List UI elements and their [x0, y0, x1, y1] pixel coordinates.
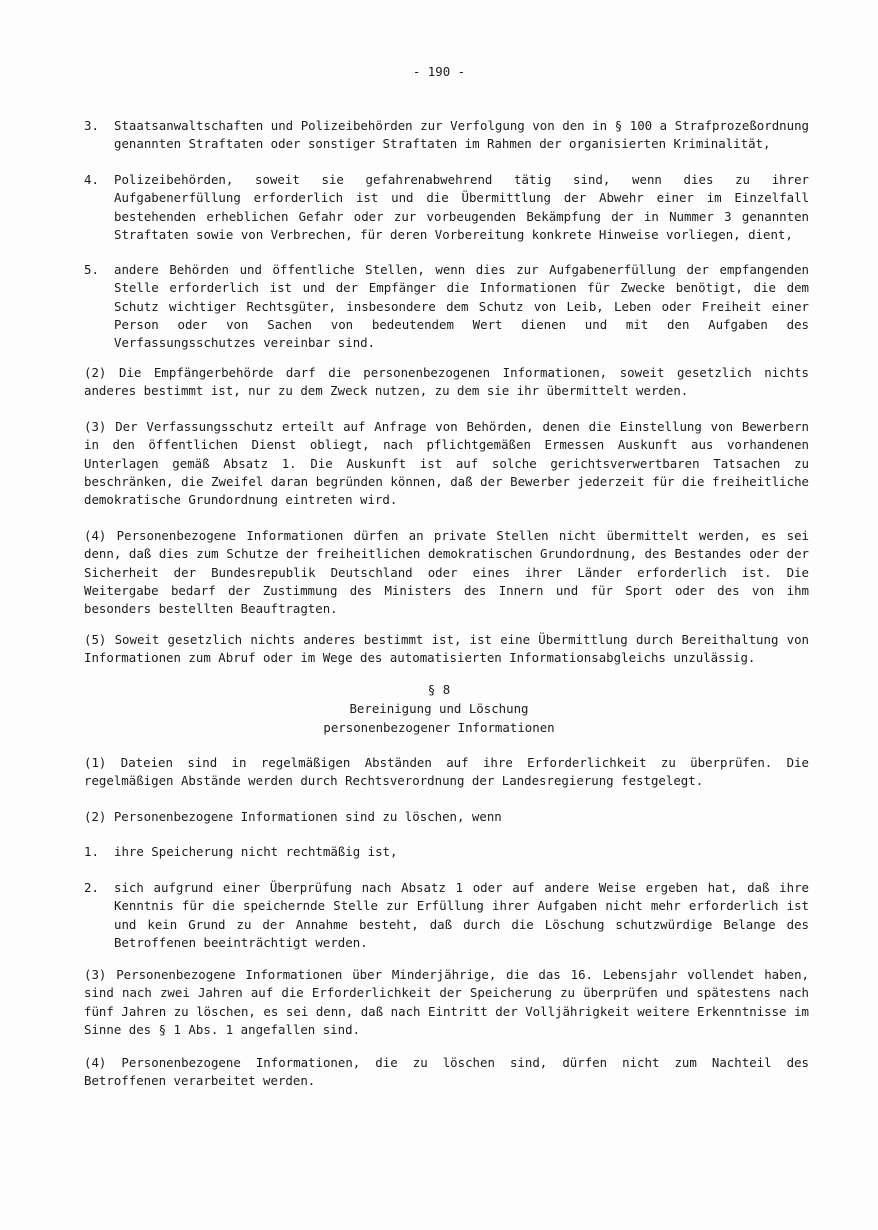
list-item-number: 2. [84, 880, 99, 895]
page-number: - 190 - [412, 64, 466, 79]
list-item [84, 261, 809, 352]
list-item-number: 3. [84, 118, 99, 133]
list-item-number: 5. [84, 262, 99, 277]
list-item-text: sich aufgrund einer Überprüfung nach Absatz 1 oder auf andere Weise ergeben hat, daß ihre Kenntnis für die speichernde Stelle zur Erfüllung ihrer Aufgaben nicht mehr erforderlich ist und kein Grund zu der Annahme besteht, daß durch die Löschung schutzwürdige Belange des Betroffenen beeinträchtigt werden. [114, 880, 809, 950]
list-item [84, 171, 809, 244]
paragraph: (2) Personenbezogene Informationen sind zu löschen, wenn [84, 809, 502, 824]
list-item-text: andere Behörden und öffentliche Stellen, wenn dies zur Aufgabenerfüllung der empfangenden Stelle erforderlich ist und der Empfänger die Informationen für Zwecke benötigt, die dem Schutz wichtiger Rechtsgüter, insbesondere dem Schutz von Leib, Leben oder Freiheit einer Person oder von Sachen von bedeutendem Wert dienen und mit den Aufgaben des Verfassungsschutzes vereinbar sind. [114, 262, 809, 351]
list-item [84, 879, 809, 952]
paragraph: (1) Dateien sind in regelmäßigen Abständen auf ihre Erforderlichkeit zu überprüfen. Die regelmäßigen Abstände werden durch Rechtsverordnung der Landesregierung festgelegt. [84, 755, 809, 789]
paragraph: (4) Personenbezogene Informationen, die zu löschen sind, dürfen nicht zum Nachteil des Betroffenen verarbeitet werden. [84, 1055, 809, 1089]
list-item [84, 117, 809, 154]
list-item [84, 843, 809, 861]
paragraph: (2) Die Empfängerbehörde darf die personenbezogenen Informationen, soweit gesetzlich nichts anderes bestimmt ist, nur zu dem Zweck nutzen, zu dem sie ihr übermittelt werden. [84, 365, 809, 399]
section-number: § 8 [427, 682, 451, 697]
paragraph: (3) Personenbezogene Informationen über Minderjährige, die das 16. Lebensjahr vollendet haben, sind nach zwei Jahren auf die Erforderlichkeit der Speicherung zu überprüfen und spätestens nach fünf Jahren zu löschen, es sei denn, daß nach Eintritt der Volljährigkeit weitere Erkenntnisse im Sinne des § 1 Abs. 1 angefallen sind. [84, 967, 809, 1037]
list-item-number: 4. [84, 172, 99, 187]
list-item-text: ihre Speicherung nicht rechtmäßig ist, [114, 844, 398, 859]
paragraph: (4) Personenbezogene Informationen dürfen an private Stellen nicht übermittelt werden, es sei denn, daß dies zum Schutze der freiheitlichen demokratischen Grundordnung, des Bestandes oder der Sicherheit der Bundesrepublik Deutschland oder eines ihrer Länder erforderlich ist. Die Weitergabe bedarf der Zustimmung des Ministers des Innern und für Sport oder des von ihm besonders bestellten Beauftragten. [84, 528, 809, 617]
paragraph: (3) Der Verfassungsschutz erteilt auf Anfrage von Behörden, denen die Einstellung von Bewerbern in den öffentlichen Dienst obliegt, nach pflichtgemäßen Ermessen Auskunft aus vorhandenen Unterlagen gemäß Absatz 1. Die Auskunft ist auf solche gerichtsverwertbaren Tatsachen zu beschränken, die Zweifel daran begründen können, daß der Bewerber jederzeit für die freiheitliche demokratische Grundordnung eintreten wird. [84, 419, 809, 508]
list-item-text: Staatsanwaltschaften und Polizeibehörden zur Verfolgung von den in § 100 a Strafprozeßordnung genannten Straftaten oder sonstiger Straftaten im Rahmen der organisierten Kriminalität, [114, 118, 809, 152]
paragraph: (5) Soweit gesetzlich nichts anderes bestimmt ist, ist eine Übermittlung durch Bereithaltung von Informationen zum Abruf oder im Wege des automatisierten Informationsabgleichs unzulässig. [84, 632, 809, 666]
list-item-text: Polizeibehörden, soweit sie gefahrenabwehrend tätig sind, wenn dies zu ihrer Aufgabenerfüllung erforderlich ist und die Übermittlung der Abwehr einer im Einzelfall bestehenden erheblichen Gefahr oder zur vorbeugenden Bekämpfung der in Nummer 3 genannten Straftaten sowie von Verbrechen, für deren Vorbereitung konkrete Hinweise vorliegen, dient, [114, 172, 809, 242]
list-item-number: 1. [84, 844, 99, 859]
section-subtitle: personenbezogener Informationen [323, 720, 555, 735]
section-title: Bereinigung und Löschung [349, 701, 529, 716]
section-heading [0, 680, 878, 737]
